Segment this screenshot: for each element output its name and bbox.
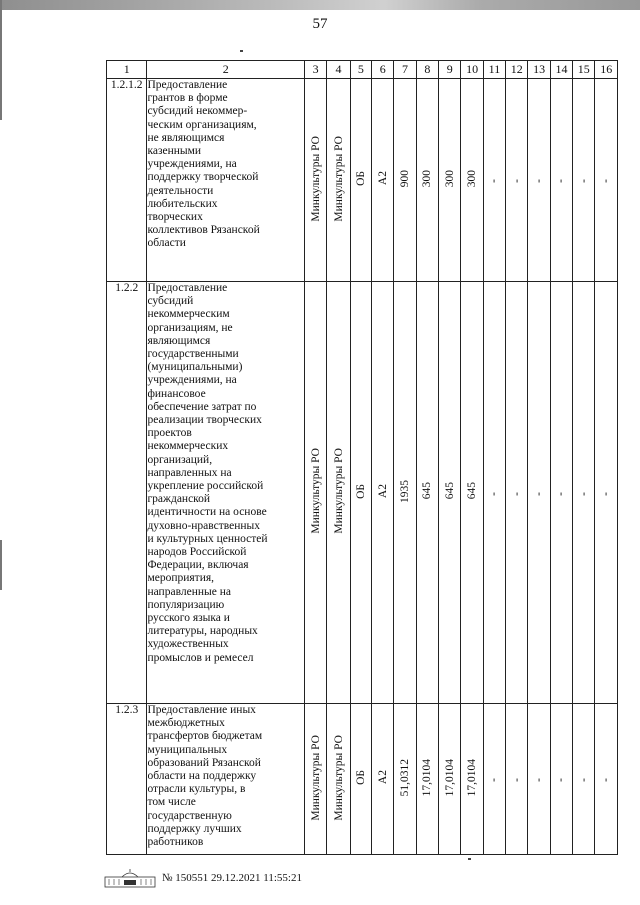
cell-col-14 <box>550 79 572 282</box>
description-line: грантов в форме <box>147 92 228 105</box>
budget-table <box>106 60 618 855</box>
government-seal-icon <box>104 868 156 888</box>
cell-value: - <box>600 778 613 782</box>
cell-value: - <box>577 179 590 183</box>
cell-col-9 <box>439 79 461 282</box>
cell-col-3 <box>305 282 327 704</box>
cell-col-13 <box>528 704 550 855</box>
description-line: популяризацию <box>147 598 225 611</box>
description-line: казенными <box>147 145 202 158</box>
cell-value: - <box>555 179 568 183</box>
cell-col-3 <box>305 704 327 855</box>
description-line: субсидий некоммер- <box>147 105 248 118</box>
cell-col-6 <box>372 704 394 855</box>
cell-col-8 <box>416 704 438 855</box>
description-line: организациям, не <box>147 321 233 334</box>
cell-value: - <box>488 179 501 183</box>
row-description <box>147 282 305 704</box>
cell-col-7 <box>394 282 416 704</box>
header-cell: 16 <box>595 61 618 79</box>
row-number: 1.2.2 <box>107 282 147 704</box>
cell-col-4 <box>327 282 350 704</box>
header-cell: 3 <box>305 61 327 79</box>
cell-col-9 <box>439 282 461 704</box>
cell-col-16 <box>595 79 618 282</box>
cell-col-12 <box>506 704 528 855</box>
description-line: Предоставление иных <box>147 704 256 716</box>
description-line: русского языка и <box>147 612 230 625</box>
description-line: (муниципальными) <box>147 361 243 374</box>
cell-value: - <box>600 179 613 183</box>
cell-value: - <box>533 778 546 782</box>
cell-col-7 <box>394 79 416 282</box>
cell-col-3 <box>305 79 327 282</box>
cell-value: - <box>510 491 523 496</box>
description-line: обеспечение затрат по <box>147 400 257 413</box>
cell-col-8 <box>416 282 438 704</box>
table-row <box>107 79 618 282</box>
cell-value: - <box>510 778 523 782</box>
description-line: некоммерческих <box>147 440 229 453</box>
cell-value: Минкультуры РО <box>332 135 345 222</box>
cell-value: Минкультуры РО <box>309 734 322 821</box>
cell-value: Минкультуры РО <box>309 448 322 534</box>
cell-value: - <box>510 179 523 183</box>
cell-col-10 <box>461 79 483 282</box>
table-row <box>107 704 618 855</box>
cell-value: 300 <box>421 169 434 188</box>
description-line: идентичности на основе <box>147 506 267 519</box>
description-line: творческих <box>147 211 203 224</box>
cell-value: 300 <box>443 169 456 188</box>
cell-value: А2 <box>376 483 389 499</box>
cell-value: ОБ <box>354 171 367 186</box>
cell-value: 17,0104 <box>421 758 434 797</box>
description-line: межбюджетных <box>147 717 225 730</box>
cell-col-15 <box>573 704 595 855</box>
description-line: духовно-нравственных <box>147 519 261 532</box>
row-description <box>147 704 305 855</box>
description-line: направленные на <box>147 585 231 598</box>
cell-col-5 <box>350 79 371 282</box>
cell-value: Минкультуры РО <box>332 448 345 534</box>
description-line: работников <box>147 836 204 849</box>
cell-value: - <box>555 491 568 496</box>
cell-value: 17,0104 <box>443 758 456 797</box>
header-cell: 11 <box>483 61 505 79</box>
header-cell: 9 <box>439 61 461 79</box>
description-line: том числе <box>147 796 196 809</box>
cell-value: - <box>533 179 546 183</box>
description-line: Федерации, включая <box>147 559 249 572</box>
scan-speck <box>468 858 471 860</box>
cell-value: 51,0312 <box>399 758 412 797</box>
description-line: финансовое <box>147 387 206 400</box>
header-cell: 12 <box>506 61 528 79</box>
description-line: организаций, <box>147 453 213 466</box>
row-number: 1.2.3 <box>107 704 147 855</box>
cell-col-11 <box>483 704 505 855</box>
description-line: деятельности <box>147 184 214 197</box>
description-line: государственными <box>147 348 239 361</box>
cell-col-6 <box>372 282 394 704</box>
header-cell: 10 <box>461 61 483 79</box>
cell-col-13 <box>528 79 550 282</box>
cell-value: 645 <box>421 482 434 500</box>
cell-value: А2 <box>376 171 389 186</box>
description-line: области <box>147 237 186 250</box>
header-row <box>107 61 618 79</box>
cell-value: 645 <box>466 482 479 500</box>
page-number: 57 <box>312 16 328 32</box>
cell-value: А2 <box>376 770 389 785</box>
description-line: учреждениями, на <box>147 158 237 171</box>
cell-col-12 <box>506 79 528 282</box>
cell-col-12 <box>506 282 528 704</box>
cell-col-10 <box>461 704 483 855</box>
cell-value: 900 <box>399 169 412 188</box>
cell-value: Минкультуры РО <box>309 135 322 222</box>
description-line: проектов <box>147 427 192 440</box>
cell-value: 17,0104 <box>466 758 479 797</box>
footer <box>104 868 302 888</box>
cell-col-9 <box>439 704 461 855</box>
cell-col-14 <box>550 282 572 704</box>
description-line: народов Российской <box>147 546 247 559</box>
row-number: 1.2.1.2 <box>107 79 147 282</box>
cell-col-15 <box>573 79 595 282</box>
cell-value: - <box>600 491 613 496</box>
header-cell: 14 <box>550 61 572 79</box>
description-line: реализации творческих <box>147 414 262 427</box>
description-line: поддержку творческой <box>147 171 259 184</box>
cell-col-4 <box>327 79 350 282</box>
cell-col-15 <box>573 282 595 704</box>
scan-edge-top <box>0 0 640 10</box>
description-line: любительских <box>147 197 218 210</box>
cell-col-13 <box>528 282 550 704</box>
cell-value: - <box>488 778 501 782</box>
header-cell: 1 <box>107 61 147 79</box>
description-line: литературы, народных <box>147 625 258 638</box>
cell-value: ОБ <box>354 483 367 499</box>
cell-col-11 <box>483 282 505 704</box>
cell-col-7 <box>394 704 416 855</box>
header-cell: 4 <box>327 61 350 79</box>
cell-col-4 <box>327 704 350 855</box>
description-line: образований Рязанской <box>147 756 261 769</box>
cell-col-8 <box>416 79 438 282</box>
scan-edge-left-lower <box>0 540 2 590</box>
document-stamp: № 150551 29.12.2021 11:55:21 <box>162 872 302 884</box>
description-line: промыслов и ремесел <box>147 651 254 664</box>
cell-value: - <box>533 491 546 496</box>
description-line: укрепление российской <box>147 480 264 493</box>
header-cell: 5 <box>350 61 371 79</box>
description-line: являющимся <box>147 334 211 347</box>
cell-col-10 <box>461 282 483 704</box>
description-line: Предоставление <box>147 282 228 294</box>
cell-value: Минкультуры РО <box>332 734 345 821</box>
cell-col-5 <box>350 704 371 855</box>
description-line: субсидий <box>147 295 194 308</box>
scan-speck <box>240 50 243 52</box>
cell-col-16 <box>595 704 618 855</box>
cell-value: 300 <box>466 169 479 188</box>
description-line: ческим организациям, <box>147 118 257 131</box>
cell-col-5 <box>350 282 371 704</box>
description-line: Предоставление <box>147 79 228 91</box>
cell-value: - <box>577 491 590 496</box>
table-row <box>107 282 618 704</box>
cell-value: - <box>555 778 568 782</box>
header-cell: 7 <box>394 61 416 79</box>
cell-col-6 <box>372 79 394 282</box>
cell-col-14 <box>550 704 572 855</box>
header-cell: 6 <box>372 61 394 79</box>
cell-value: - <box>488 491 501 496</box>
description-line: области на поддержку <box>147 770 257 783</box>
header-cell: 8 <box>416 61 438 79</box>
description-line: трансфертов бюджетам <box>147 730 263 743</box>
description-line: государственную <box>147 809 232 822</box>
row-description <box>147 79 305 282</box>
cell-col-16 <box>595 282 618 704</box>
description-line: поддержку лучших <box>147 822 242 835</box>
description-line: художественных <box>147 638 229 651</box>
cell-col-11 <box>483 79 505 282</box>
description-line: и культурных ценностей <box>147 532 268 545</box>
description-line: коллективов Рязанской <box>147 224 260 237</box>
header-cell: 13 <box>528 61 550 79</box>
description-line: направленных на <box>147 466 232 479</box>
cell-value: ОБ <box>354 770 367 785</box>
cell-value: 645 <box>443 482 456 500</box>
description-line: учреждениями, на <box>147 374 237 387</box>
description-line: не являющимся <box>147 131 225 144</box>
header-cell: 2 <box>147 61 305 79</box>
description-line: отрасли культуры, в <box>147 783 246 796</box>
cell-value: - <box>577 778 590 782</box>
description-line: гражданской <box>147 493 211 506</box>
description-line: мероприятия, <box>147 572 215 585</box>
header-cell: 15 <box>573 61 595 79</box>
cell-value: 1935 <box>399 479 412 503</box>
description-line: муниципальных <box>147 743 228 756</box>
description-line: некоммерческим <box>147 308 230 321</box>
